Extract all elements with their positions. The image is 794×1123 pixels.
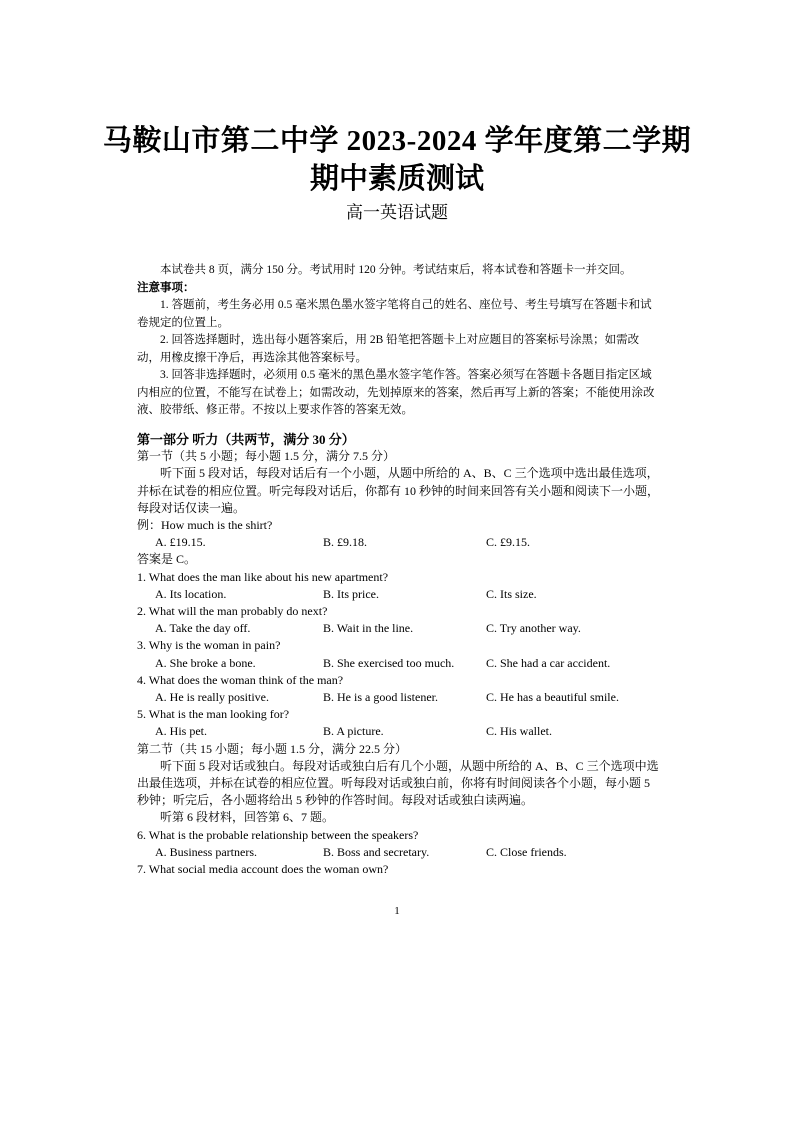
option-b: B. Wait in the line. [323,621,414,636]
option-b: B. She exercised too much. [323,655,455,670]
section1-heading: 第一节（共 5 小题；每小题 1.5 分，满分 7.5 分） [137,449,396,464]
option-a: A. He is really positive. [155,690,269,705]
option-b: B. A picture. [323,724,384,739]
example-answer: 答案是 C。 [137,552,197,567]
section2-instructions: 听下面 5 段对话或独白。每段对话或独白后有几个小题，从题中所给的 A、B、C 三个选项中选出最佳选项，并标在试卷的相应位置。听每段对话或独白前，你将有时间阅读各个小题，每小题 5 秒钟；听完后，各小题将给出 5 秒钟的作答时间。每段对话或独白读两遍。 [137,758,659,808]
notice-item: 3. 回答非选择题时，必须用 0.5 毫米的黑色墨水签字笔作答。答案必须写在答题卡各题目指定区域内相应的位置，不能写在试卷上；如需改动，先划掉原来的答案，然后再写上新的答案；不能使用涂改液、胶带纸、修正带。不按以上要求作答的答案无效。 [137,369,655,416]
exam-title-line2: 期中素质测试 [309,163,484,195]
option-b: B. Boss and secretary. [323,844,430,859]
question-text: 1. What does the man like about his new apartment? [137,569,389,584]
section2-heading: 第二节（共 15 小题；每小题 1.5 分，满分 22.5 分） [137,741,408,756]
section1-instructions: 听下面 5 段对话，每段对话后有一个小题，从题中所给的 A、B、C 三个选项中选出最佳选项，并标在试卷的相应位置。听完每段对话后，你都有 10 秒钟的时间来回答有关小题和阅读下一小题，每段对话仅读一遍。 [137,466,660,515]
notice-intro: 本试卷共 8 页，满分 150 分。考试用时 120 分钟。考试结束后，将本试卷和答题卡一并交回。 [160,264,632,276]
option-c: C. Try another way. [486,621,581,636]
example-question: 例：How much is the shirt? [137,518,273,533]
question-options [137,723,662,740]
option-c: C. He has a beautiful smile. [486,690,619,705]
option-c: C. She had a car accident. [486,655,611,670]
question-options [137,655,662,672]
question-text: 4. What does the woman think of the man? [137,672,344,687]
example-options [137,534,662,551]
question-text: 7. What social media account does the woman own? [137,862,389,877]
notice-heading: 注意事项： [137,281,195,294]
page-number: 1 [394,905,400,917]
option-b: B. He is a good listener. [323,690,438,705]
question-options [137,844,662,861]
question-options [137,586,662,603]
option-b: B. Its price. [323,586,379,601]
option-a: A. She broke a bone. [155,655,256,670]
option-a: A. £19.15. [155,535,206,550]
option-a: A. Business partners. [155,844,257,859]
notice-block [137,262,662,420]
question-options [137,689,662,706]
option-c: C. Its size. [486,586,537,601]
exam-subtitle: 高一英语试题 [346,203,448,222]
material-note: 听第 6 段材料，回答第 6、7 题。 [160,810,335,825]
exam-title: 马鞍山市第二中学 2023-2024 学年度第二学期 [102,125,692,157]
question-options [137,620,662,637]
question-text: 3. Why is the woman in pain? [137,638,281,653]
question-text: 5. What is the man looking for? [137,707,290,722]
listening-part [137,431,662,878]
option-c: C. £9.15. [486,535,531,550]
question-text: 6. What is the probable relationship between the speakers? [137,827,419,842]
option-a: A. His pet. [155,724,207,739]
option-a: A. Its location. [155,586,227,601]
option-c: C. His wallet. [486,724,552,739]
option-b: B. £9.18. [323,535,368,550]
notice-item: 1. 答题前，考生务必用 0.5 毫米黑色墨水签字笔将自己的姓名、座位号、考生号填写在答题卡和试卷规定的位置上。 [137,299,652,329]
notice-item: 2. 回答选择题时，选出每小题答案后，用 2B 铅笔把答题卡上对应题目的答案标号涂黑；如需改动，用橡皮擦干净后，再选涂其他答案标号。 [137,334,640,364]
question-text: 2. What will the man probably do next? [137,604,328,619]
part-heading: 第一部分 听力（共两节，满分 30 分） [137,432,355,447]
option-c: C. Close friends. [486,844,567,859]
option-a: A. Take the day off. [155,621,251,636]
